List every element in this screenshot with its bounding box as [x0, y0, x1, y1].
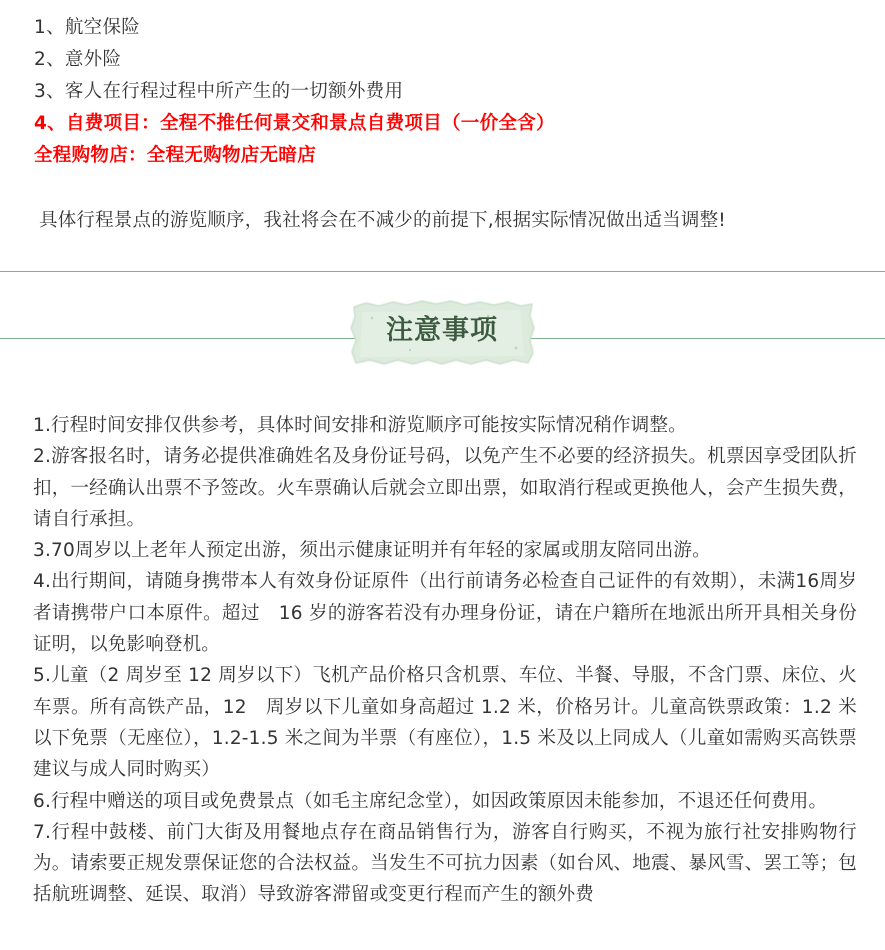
notice-item-registration: 2.游客报名时，请务必提供准确姓名及身份证号码，以免产生不必要的经济损失。机票因享受团队折扣，一经确认出票不予签改。火车票确认后就会立即出票，如取消行程或更换他人，会产生损失费，请自行承担。: [33, 446, 857, 530]
exclusion-item-aviation-insurance: 1、航空保险: [34, 17, 141, 38]
notice-item-identification: 4.出行期间，请随身携带本人有效身份证原件（出行前请务必检查自己证件的有效期），未满16周岁者请携带户口本原件。超过 16 岁的游客若没有办理身份证，请在户籍所在地派出所开具相关身份证明，以免影响登机。: [33, 571, 857, 656]
notice-item-free-attractions: 6.行程中赠送的项目或免费景点（如毛主席纪念堂），如因政策原因未能参加，不退还任何费用。: [33, 790, 828, 812]
self-paid-items-highlight: 4、自费项目：全程不推任何景交和景点自费项目（一价全含）: [34, 113, 555, 134]
notice-item-schedule: 1.行程时间安排仅供参考，具体时间安排和游览顺序可能按实际情况稍作调整。: [33, 415, 687, 436]
section-title: 注意事项: [386, 315, 498, 346]
section-title-badge: [348, 298, 536, 368]
exclusion-item-extra-expenses: 3、客人在行程过程中所产生的一切额外费用: [34, 81, 404, 102]
section-divider-top: [0, 271, 885, 272]
notice-list: [33, 410, 857, 911]
fee-exclusions-list: [34, 12, 874, 172]
notice-item-children-pricing: 5.儿童（2 周岁至 12 周岁以下）飞机产品价格只含机票、车位、半餐、导服，不含门票、床位、火车票。所有高铁产品，12 周岁以下儿童如身高超过 1.2 米，价格另计。儿童高铁票政策：1.2 米以下免票（无座位），1.2-1.5 米之间为半票（有座位），1.5 米及以上同成人（儿童如需购买高铁票建议与成人同时购买）: [33, 665, 857, 781]
notice-item-shopping-and-force-majeure: 7.行程中鼓楼、前门大街及用餐地点存在商品销售行为，游客自行购买，不视为旅行社安排购物行为。请索要正规发票保证您的合法权益。当发生不可抗力因素（如台风、地震、暴风雪、罢工等；包括航班调整、延误、取消）导致游客滞留或变更行程而产生的额外费: [33, 821, 857, 906]
exclusion-item-accident-insurance: 2、意外险: [34, 49, 122, 70]
notice-item-seniors: 3.70周岁以上老年人预定出游，须出示健康证明并有年轻的家属或朋友陪同出游。: [33, 540, 711, 562]
shopping-policy-highlight: 全程购物店：全程无购物店无暗店: [34, 145, 317, 166]
itinerary-adjustment-note: 具体行程景点的游览顺序，我社将会在不减少的前提下,根据实际情况做出适当调整!: [39, 210, 726, 231]
